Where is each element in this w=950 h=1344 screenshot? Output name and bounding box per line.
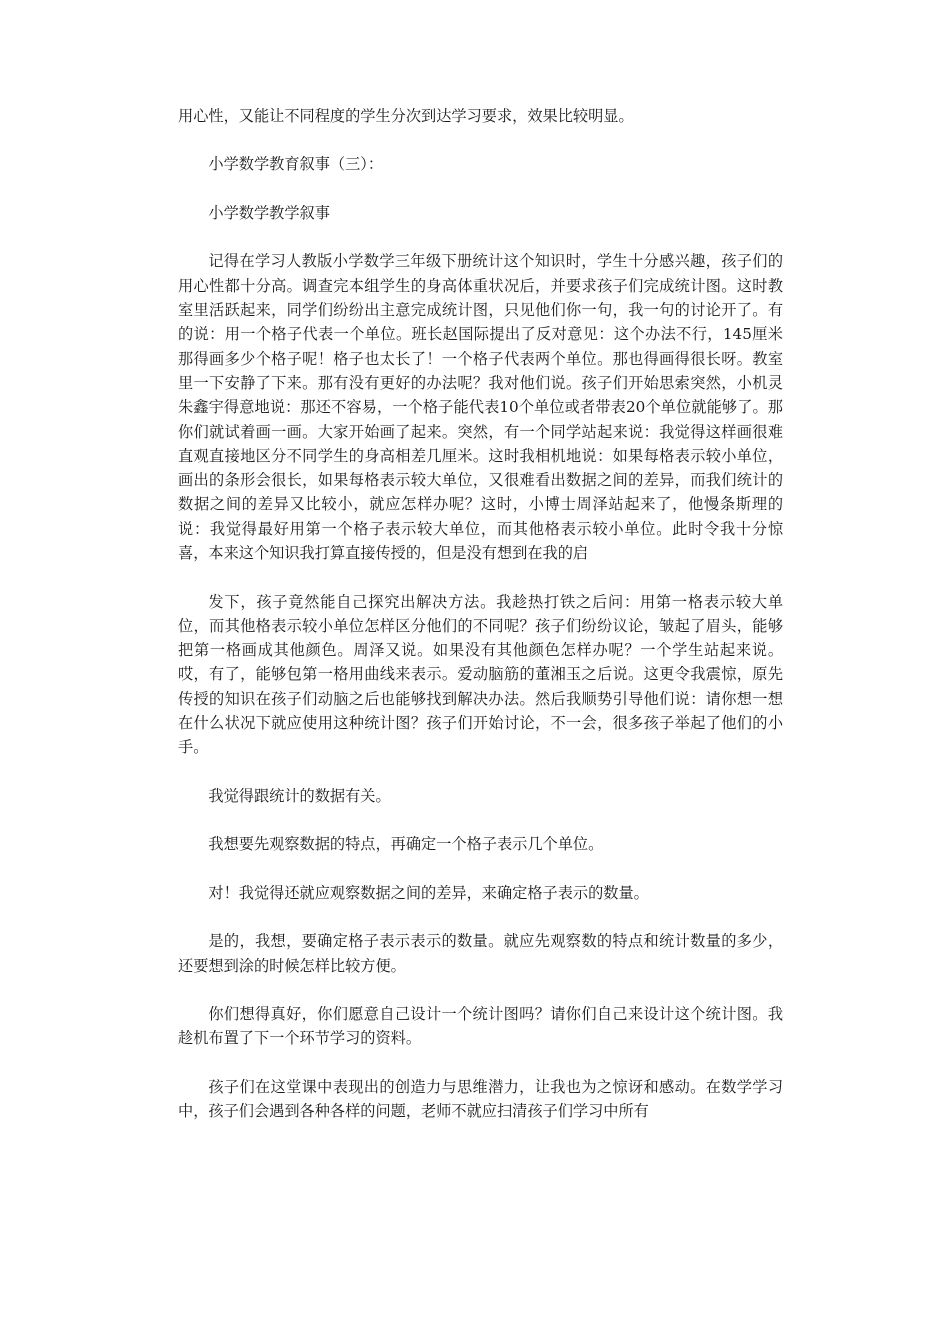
body-paragraph: 记得在学习人教版小学数学三年级下册统计这个知识时，学生十分感兴趣，孩子们的用心性都十分高。调查完本组学生的身高体重状况后，并要求孩子们完成统计图。这时教室里活跃起来，同学们纷纷出主意完成统计图，只见他们你一句，我一句的讨论开了。有的说：用一个格子代表一个单位。班长赵国际提出了反对意见：这个办法不行，145厘米那得画多少个格子呢！格子也太长了！一个格子代表两个单位。那也得画得很长呀。教室里一下安静了下来。那有没有更好的办法呢？我对他们说。孩子们开始思索突然，小机灵朱鑫宇得意地说：那还不容易，一个格子能代表10个单位或者带表20个单位就能够了。那你们就试着画一画。大家开始画了起来。突然，有一个同学站起来说：我觉得这样画很难直观直接地区分不同学生的身高相差几厘米。这时我相机地说：如果每格表示较小单位，画出的条形会很长，如果每格表示较大单位，又很难看出数据之间的差异，而我们统计的数据之间的差异又比较小，就应怎样办呢？这时，小博士周泽站起来了，他慢条斯理的说：我觉得最好用第一个格子表示较大单位，而其他格表示较小单位。此时令我十分惊喜，本来这个知识我打算直接传授的，但是没有想到在我的启 [178,252,783,563]
body-paragraph: 你们想得真好，你们愿意自己设计一个统计图吗？请你们自己来设计这个统计图。我趁机布置了下一个环节学习的资料。 [178,1005,783,1048]
body-paragraph: 是的，我想，要确定格子表示表示的数量。就应先观察数的特点和统计数量的多少，还要想到涂的时候怎样比较方便。 [178,932,783,975]
body-paragraph: 我想要先观察数据的特点，再确定一个格子表示几个单位。 [208,835,604,854]
document-page [178,104,783,1148]
article-title: 小学数学教学叙事 [208,203,330,222]
body-paragraph: 我觉得跟统计的数据有关。 [208,786,391,805]
body-paragraph: 发下，孩子竟然能自己探究出解决方法。我趁热打铁之后问：用第一格表示较大单位，而其他格表示较小单位怎样区分他们的不同呢？孩子们纷纷议论，皱起了眉头，能够把第一格画成其他颜色。周泽又说。如果没有其他颜色怎样办呢？一个学生站起来说。哎，有了，能够包第一格用曲线来表示。爱动脑筋的董湘玉之后说。这更令我震惊，原先传授的知识在孩子们动脑之后也能够找到解决办法。然后我顺势引导他们说：请你想一想在什么状况下就应使用这种统计图？孩子们开始讨论，不一会，很多孩子举起了他们的小手。 [178,592,783,757]
section-heading: 小学数学教育叙事（三）： [208,155,384,174]
continued-paragraph: 用心性，又能让不同程度的学生分次到达学习要求，效果比较明显。 [178,107,634,125]
body-paragraph: 孩子们在这堂课中表现出的创造力与思维潜力，让我也为之惊讶和感动。在数学学习中，孩子们会遇到各种各样的问题，老师不就应扫清孩子们学习中所有 [178,1077,783,1121]
body-paragraph: 对！我觉得还就应观察数据之间的差异，来确定格子表示的数量。 [208,883,649,902]
